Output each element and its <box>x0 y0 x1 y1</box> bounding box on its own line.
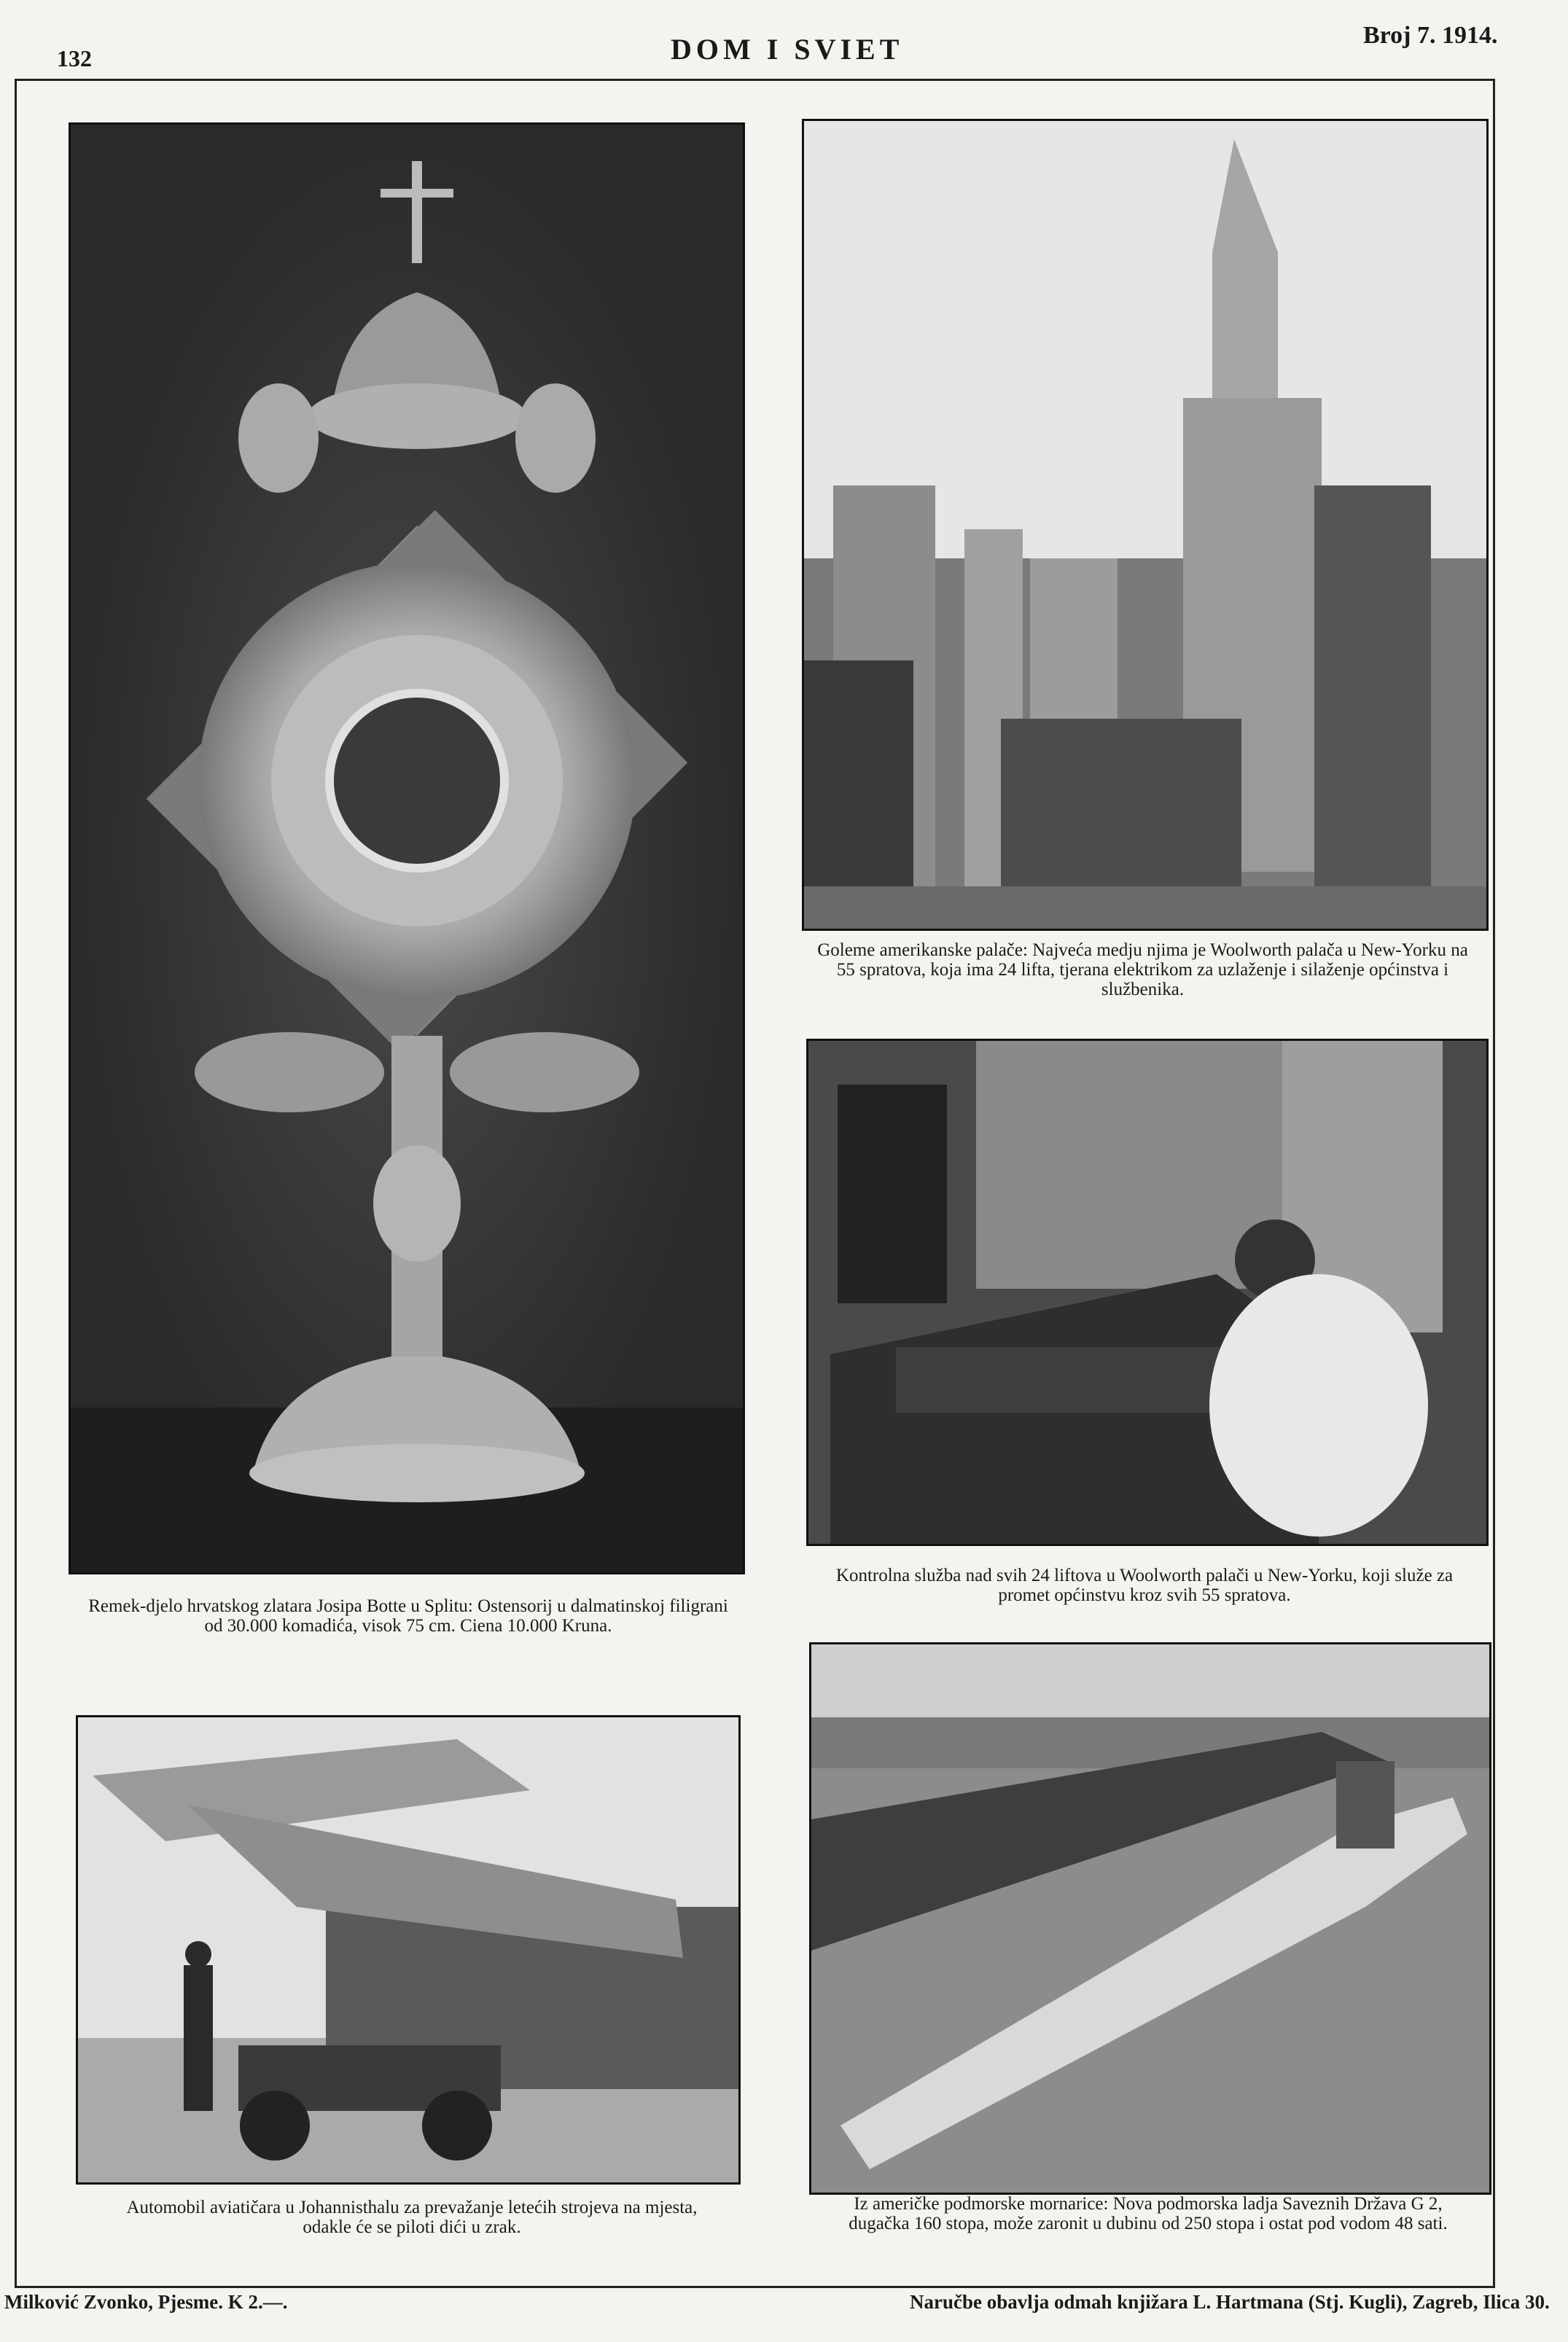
submarine-photo <box>809 1642 1491 2195</box>
submarine-illustration <box>811 1644 1489 2193</box>
skyscrapers-caption: Goleme amerikanske palače: Najveća medju njima je Woolworth palača u New-Yorku na 55 spratova, koja ima 24 lifta, tjerana elektrikom za uzlaženje i silaženje općinstva i službenika. <box>817 940 1468 999</box>
skyscrapers-photo <box>802 119 1489 931</box>
control-room-caption: Kontrolna služba nad svih 24 liftova u Woolworth palači u New-Yorku, koji služe za promet općinstvu kroz svih 55 spratova. <box>835 1566 1454 1605</box>
monstrance-illustration <box>71 125 743 1572</box>
issue-label: Broj 7. 1914. <box>1363 22 1498 49</box>
skyscrapers-illustration <box>804 121 1486 929</box>
submarine-caption: Iz američke podmorske mornarice: Nova podmorska ladja Saveznih Država G 2, dugačka 160 stopa, može zaronit u dubinu od 250 stopa i ostat pod vodom 48 sati. <box>849 2194 1448 2233</box>
left-rule <box>15 79 17 2287</box>
automobile-photo <box>76 1715 741 2185</box>
control-room-photo <box>806 1039 1489 1546</box>
monstrance-caption: Remek-djelo hrvatskog zlatara Josipa Botte u Splitu: Ostensorij u dalmatinskoj filigrani od 30.000 komadića, visok 75 cm. Ciena 10.000 Kruna. <box>88 1596 728 1636</box>
page-number: 132 <box>57 45 92 71</box>
automobile-caption: Automobil aviatičara u Johannisthalu za prevažanje letećih strojeva na mjesta, odakle će se piloti dići u zrak. <box>126 2198 698 2237</box>
top-rule <box>15 79 1494 81</box>
monstrance-photo <box>69 122 745 1574</box>
control-room-illustration <box>808 1041 1486 1544</box>
right-rule <box>1493 79 1495 2287</box>
automobile-illustration <box>78 1717 738 2182</box>
running-title: DOM I SVIET <box>671 33 904 66</box>
bottom-rule <box>15 2286 1495 2288</box>
footer-advert-right: Naručbe obavlja odmah knjižara L. Hartmana (Stj. Kugli), Zagreb, Ilica 30. <box>910 2291 1550 2313</box>
footer-advert-left: Milković Zvonko, Pjesme. K 2.—. <box>4 2291 288 2313</box>
